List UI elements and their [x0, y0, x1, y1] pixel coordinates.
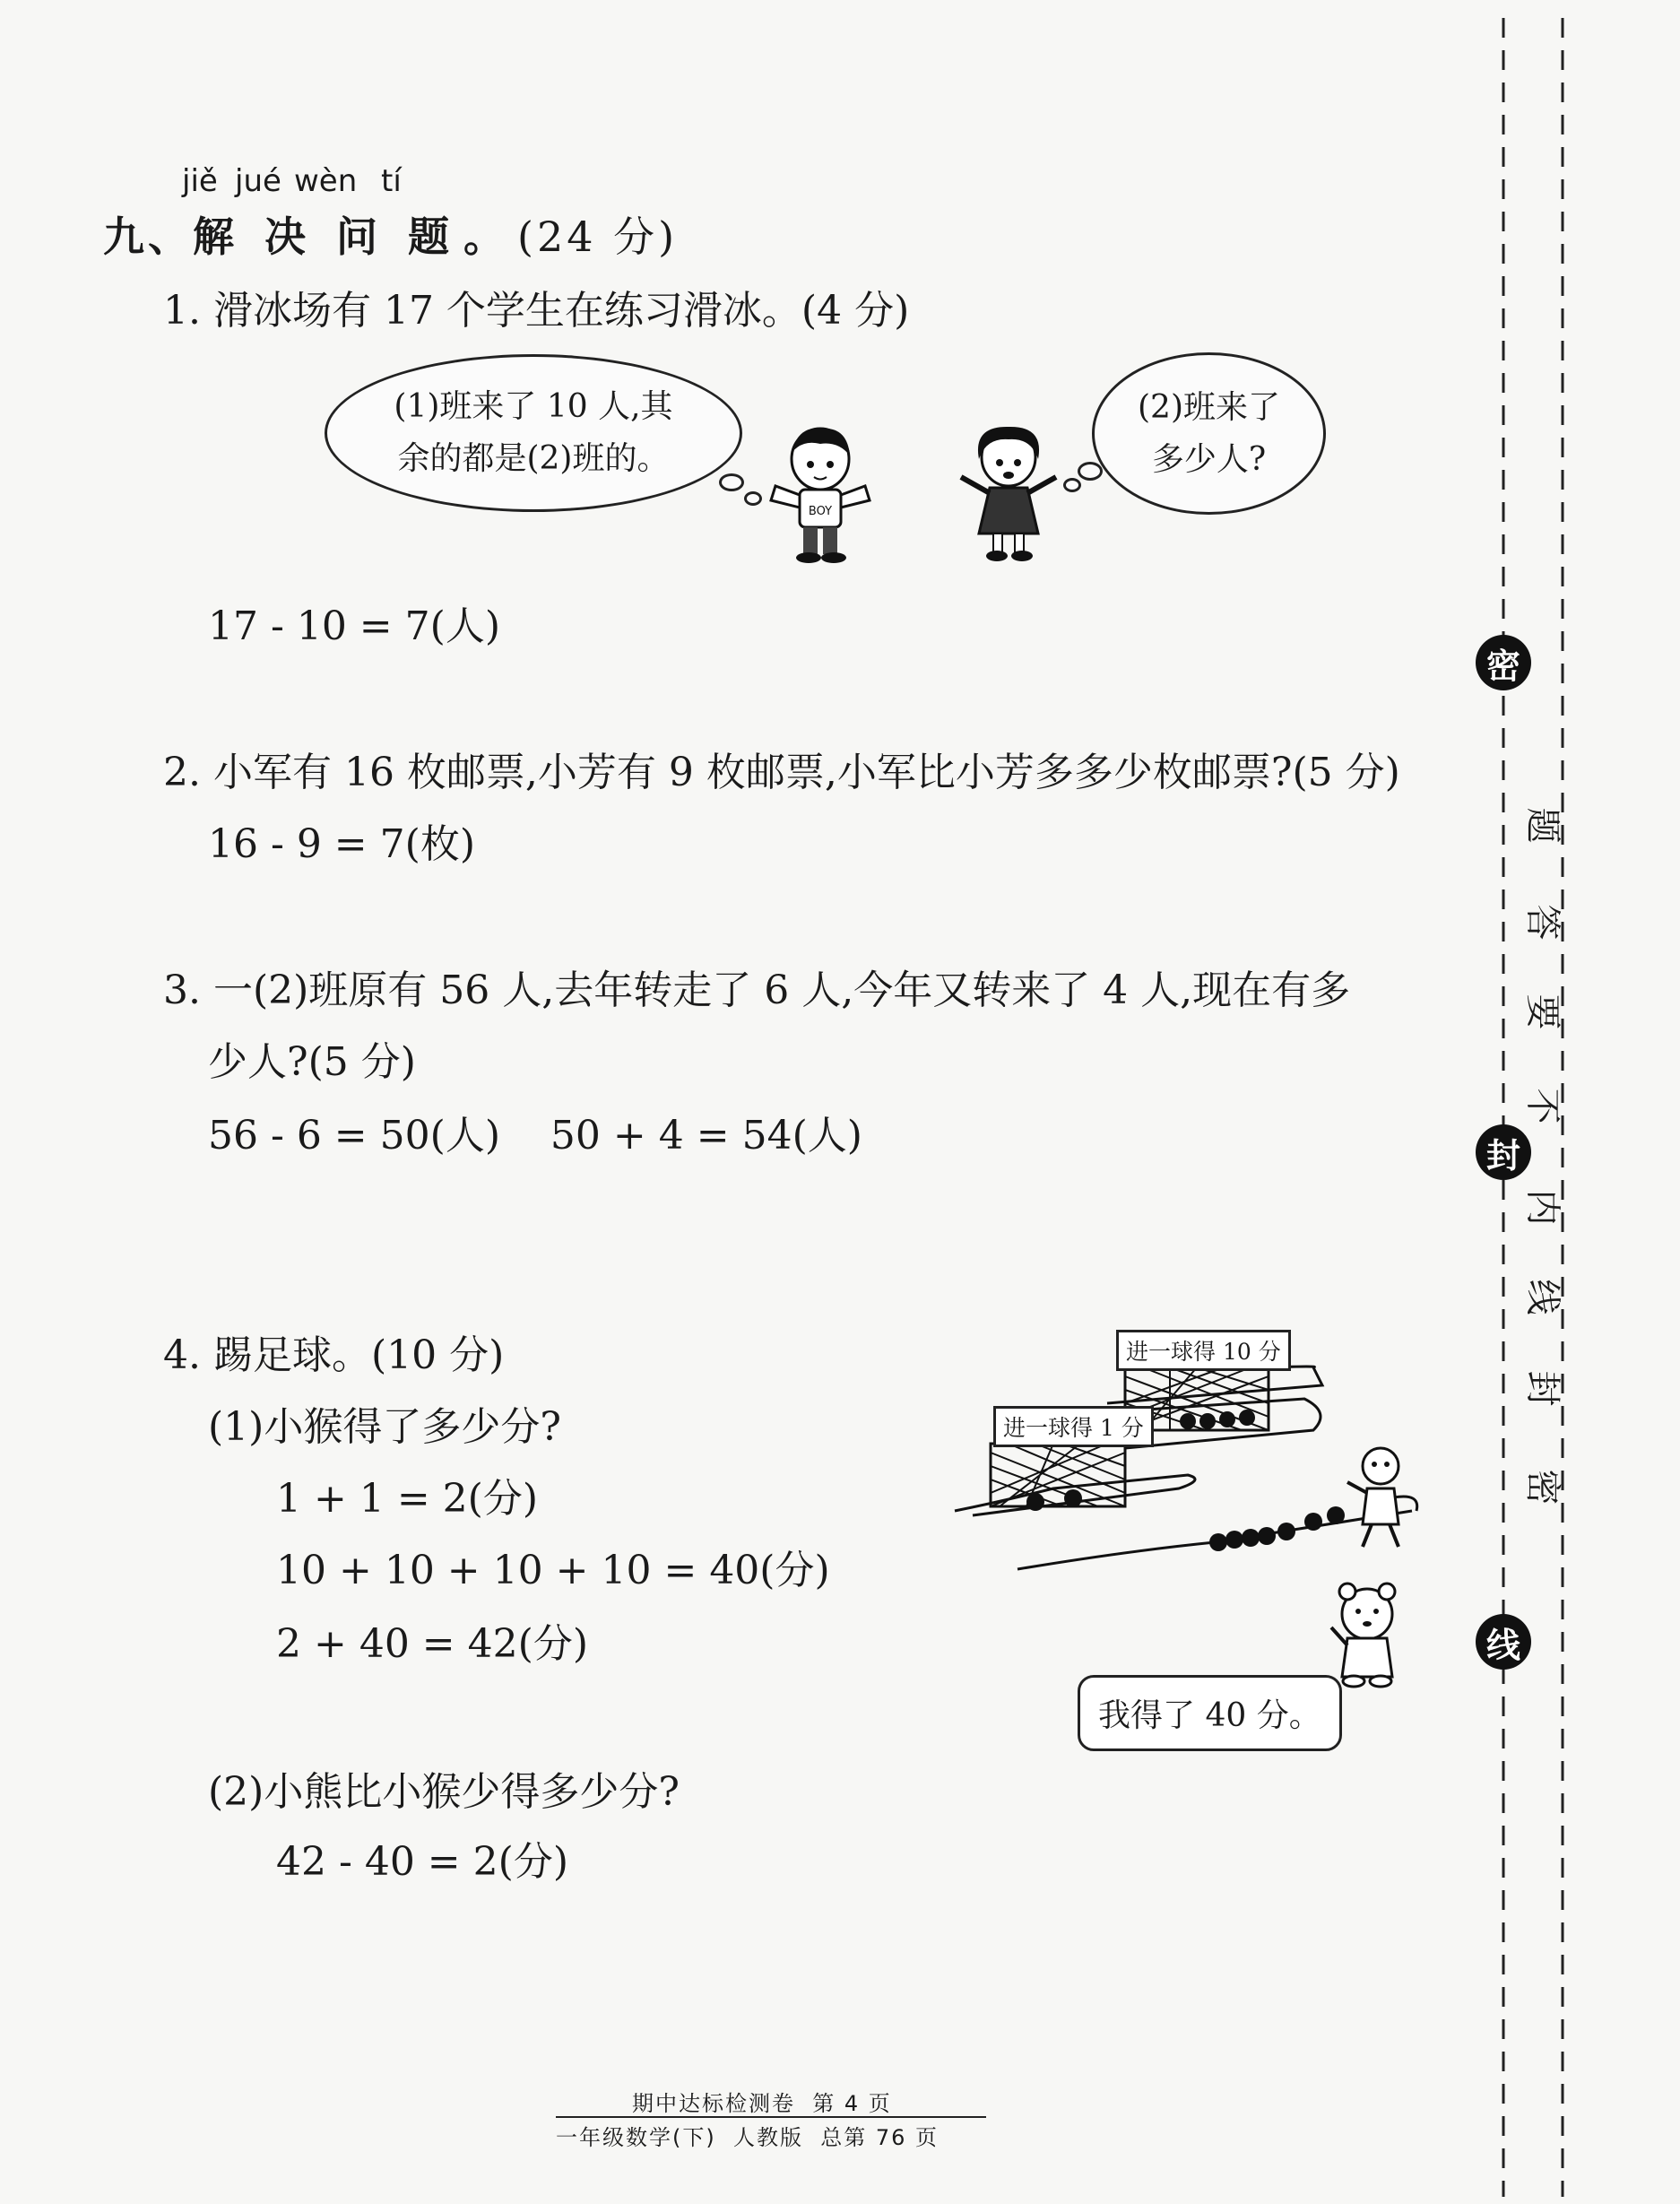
- margin-text-char: 答: [1521, 904, 1563, 941]
- pinyin-jie: jiě: [182, 163, 218, 199]
- score-sign-1: 进一球得 1 分: [993, 1406, 1154, 1447]
- margin-text-char: 题: [1521, 807, 1563, 844]
- question-3-line2: 少人?(5 分): [208, 1039, 416, 1085]
- margin-text-char: 内: [1521, 1189, 1563, 1226]
- answer-1: 17 - 10 = 7(人): [208, 603, 500, 649]
- score-sign-10: 进一球得 10 分: [1116, 1330, 1291, 1371]
- section-title-char: 题: [408, 213, 453, 261]
- footer-line1: 期中达标检测卷 第 4 页: [632, 2091, 892, 2116]
- pinyin-wen: wèn: [294, 163, 358, 199]
- thought-dot: [744, 491, 762, 506]
- bubble-right-line2: 多少人?: [1151, 440, 1267, 478]
- bubble-right-line1: (2)班来了: [1138, 388, 1280, 426]
- monkey-illustration: [1347, 1448, 1417, 1547]
- section-number: 九、: [103, 213, 193, 261]
- question-2: 2. 小军有 16 枚邮票,小芳有 9 枚邮票,小军比小芳多多少枚邮票?(5 分): [163, 750, 1400, 795]
- boy-illustration: [762, 421, 879, 565]
- section-title-char: 问: [336, 213, 381, 261]
- bear-illustration: [1331, 1584, 1395, 1687]
- soccer-balls: [1209, 1506, 1345, 1551]
- seal-xian: 线: [1476, 1614, 1531, 1670]
- answer-2: 16 - 9 = 7(枚): [208, 821, 475, 867]
- thought-dot: [719, 473, 744, 491]
- speech-bubble-left: [325, 354, 742, 512]
- soccer-field-illustration: [946, 1323, 1457, 1699]
- section-heading: [103, 204, 678, 264]
- answer-3: 56 - 6 = 50(人) 50 + 4 = 54(人): [208, 1113, 862, 1158]
- footer-line2: 一年级数学(下) 人教版 总第 76 页: [556, 2125, 940, 2150]
- margin-text-char: 要: [1521, 994, 1563, 1030]
- section-title-char: 解: [193, 213, 238, 261]
- pinyin-jue: jué: [235, 163, 281, 199]
- section-title-char: 决: [264, 213, 309, 261]
- answer-4-1-line1: 1 + 1 = 2(分): [276, 1476, 538, 1522]
- question-4: 4. 踢足球。(10 分): [163, 1332, 505, 1378]
- goal-net-front: [991, 1444, 1125, 1511]
- pinyin-ti: tí: [381, 163, 402, 199]
- answer-4-1-line2: 10 + 10 + 10 + 10 = 40(分): [276, 1548, 830, 1593]
- answer-4-2: 42 - 40 = 2(分): [276, 1839, 568, 1885]
- girl-illustration: [950, 421, 1067, 565]
- question-4-sub2: (2)小熊比小猴少得多少分?: [208, 1769, 680, 1815]
- speech-bubble-right: [1092, 352, 1326, 515]
- boy-shirt-text: BOY: [808, 505, 833, 518]
- thought-dot: [1078, 462, 1103, 481]
- margin-text-char: 线: [1521, 1279, 1563, 1315]
- section-punct: 。: [463, 213, 508, 261]
- question-1: 1. 滑冰场有 17 个学生在练习滑冰。(4 分): [163, 288, 910, 334]
- margin-text-char: 密: [1521, 1469, 1563, 1505]
- seal-feng: 封: [1476, 1124, 1531, 1180]
- question-3-line1: 3. 一(2)班原有 56 人,去年转走了 6 人,今年又转来了 4 人,现在有多: [163, 968, 1351, 1013]
- bubble-left-line1: (1)班来了 10 人,其: [394, 388, 673, 425]
- section-points: (24 分): [517, 213, 679, 261]
- margin-text-char: 封: [1521, 1370, 1563, 1407]
- footer-divider: [556, 2116, 986, 2118]
- seal-mi: 密: [1476, 635, 1531, 690]
- margin-text-char: 不: [1521, 1088, 1563, 1124]
- bubble-left-line2: 余的都是(2)班的。: [397, 440, 670, 477]
- answer-4-1-line3: 2 + 40 = 42(分): [276, 1621, 588, 1667]
- question-4-sub1: (1)小猴得了多少分?: [208, 1404, 561, 1450]
- bear-speech-bubble: 我得了 40 分。: [1078, 1675, 1342, 1751]
